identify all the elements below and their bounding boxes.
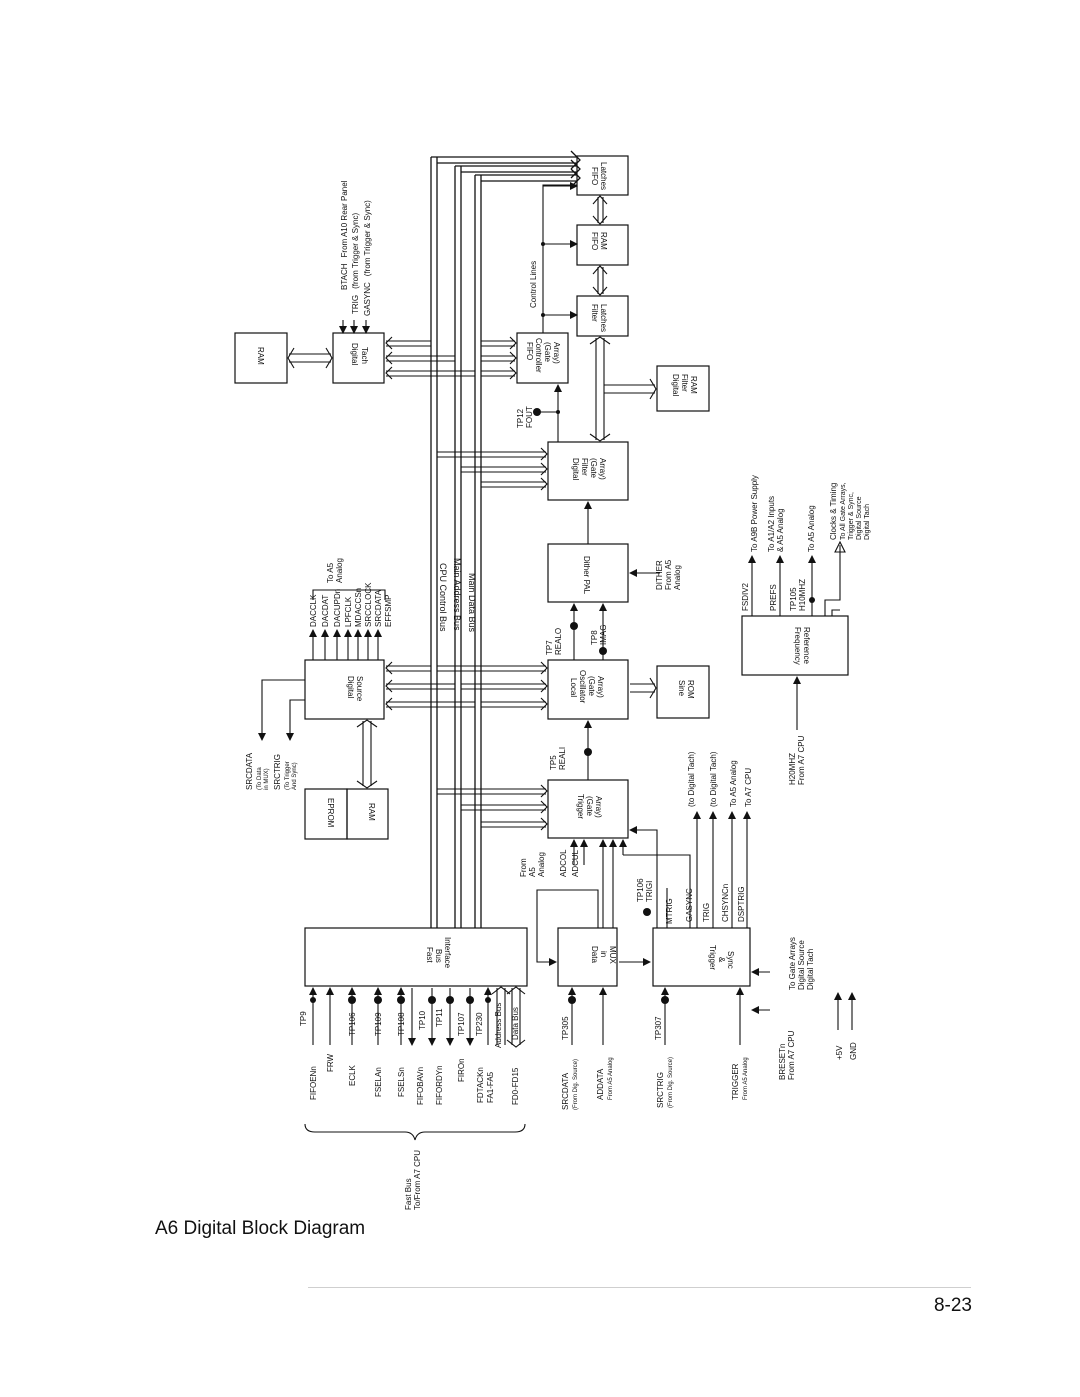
dither-source-label: DITHERFrom A5Analog [655, 559, 682, 590]
tp106-trig-label: TP106TRIGI [636, 878, 654, 902]
local-oscillator-label: LocalOscillator(GateArray) [569, 670, 605, 704]
frw-label: FRW [326, 1053, 335, 1072]
trigger-in-label: TRIGGER From A5 Analog [731, 1057, 749, 1100]
fselan-label: FSELAn [374, 1067, 383, 1097]
chsyncn-label: CHSYNCn [721, 883, 730, 922]
plus5v-label: +5V [835, 1045, 844, 1060]
to-gate-arrays-label: To Gate ArraysDigital SourceDigital Tach [788, 937, 815, 990]
tp105-label: TP105H10MHZ [789, 578, 807, 611]
tp106-fb-label: TP106 [348, 1012, 357, 1036]
dither-pal-label: Dither PAL [582, 556, 591, 595]
fselsn-label: FSELSn [397, 1067, 406, 1097]
addata-label: ADDATA From A5 Analog [596, 1057, 614, 1100]
digital-tach-label: DigitalTach [350, 343, 369, 366]
tp305-label: TP305 [561, 1016, 570, 1040]
bus-label-main-address: Main Address Bus [452, 558, 462, 631]
fifoenn-label: FIFOENn [309, 1066, 318, 1100]
gasync-tach-label: GASYNC(from Trigger & Sync) [363, 200, 372, 316]
fast-bus-cpu-label: Fast BusTo/From A7 CPU [404, 1149, 422, 1210]
gnd-label: GND [849, 1042, 858, 1060]
fsdiv2-label: FSDIV2 [741, 582, 750, 611]
digital-source-label: DigitalSource [346, 676, 364, 702]
fifo-ram-label: FIFORAM [590, 232, 608, 251]
eclk-label: ECLK [348, 1065, 357, 1086]
h20mhz-label: H20MHZFrom A7 CPU [788, 735, 806, 785]
control-lines-label: Control Lines [529, 260, 538, 308]
tp5-label: TP5REALI [549, 746, 567, 770]
fsdiv2-dest-label: To A9B Power Supply [750, 475, 759, 552]
data-bus-label: Data Bus [511, 1007, 520, 1040]
eprom-label: EPROM [326, 798, 335, 828]
effsmp-label: EFFSMP [384, 594, 393, 627]
mtrig-label: MTRIG [665, 898, 674, 924]
srcclock-label: SRCCLOCK [364, 582, 373, 627]
srcdata-left-label: SRCDATA (To Datain MUX) [245, 752, 270, 790]
eprom-block [305, 789, 347, 839]
fdtackn-label: FDTACKn [476, 1067, 485, 1103]
dsptrig-label: DSPTRIG [737, 886, 746, 922]
trigger-gate-label: Trigger(GateArray) [576, 794, 603, 820]
trigger-sync-label: Trigger&Sync [708, 945, 735, 971]
tp109-label: TP109 [374, 1012, 383, 1036]
fifordyn-label: FIFORDYn [435, 1065, 444, 1105]
digital-filter-label: DigitalFilter(GateArray) [571, 458, 607, 481]
tp230-label: TP230 [475, 1012, 484, 1036]
srctrig-left-label: SRCTRIG (To TriggerAnd Sync) [273, 754, 298, 790]
trig-out-label: TRIG [702, 902, 711, 922]
prefs-dest-label: To A1/A2 Inputs& A5 Analog [767, 495, 785, 552]
main-buses [431, 151, 580, 928]
bus-label-main-data: Main Data Bus [467, 573, 477, 633]
prefs-label: PREFS [769, 584, 778, 611]
figure-caption: A6 Digital Block Diagram [155, 1218, 366, 1239]
gasync-dest-label: (to Digital Tach) [687, 751, 696, 807]
from-a5-adc-label: FromA5Analog [519, 852, 546, 877]
digital-filter-ram-label: DigitalFilterRAM [671, 374, 698, 397]
tp108-label: TP108 [397, 1012, 406, 1036]
fifo-latches-label: FIFOLatches [590, 162, 608, 191]
fd0-fd15-label: FD0-FD15 [511, 1067, 520, 1105]
lpfclk-label: LPFCLK [344, 596, 353, 627]
srcdata-mux-label: SRCDATA (From Dig. Source) [561, 1058, 579, 1110]
dacupdn-label: DACUPDn [333, 588, 342, 627]
adcul-label: ADCUL [571, 849, 580, 877]
fifo-controller-label: FIFOController(GateArray) [525, 338, 561, 373]
breset-label: BRESETnFrom A7 CPU [778, 1030, 796, 1080]
gasync-out-label: GASYNC [685, 888, 694, 922]
srctrig-sync-label: SRCTRIG (From Dig. Source) [656, 1056, 674, 1108]
fast-bus-interface-label: FastBusInterface [425, 937, 452, 969]
chsyncn-dest-label: To A5 Analog [729, 760, 738, 807]
dacdat-label: DACDAT [321, 594, 330, 627]
page-number: 8-23 [933, 1295, 972, 1316]
tp307-label: TP307 [654, 1016, 663, 1040]
clocks-timing-label: Clocks & Timing To All Gate Arrays,Trigger & Sync,Digital SourceDigital Tach [829, 482, 871, 540]
mdaccsn-label: MDACCSn [354, 587, 363, 627]
frequency-reference-label: FrequencyReference [793, 627, 811, 665]
tp7-label: TP7REALO [545, 627, 563, 655]
tp12-label: TP12FOUT [516, 406, 534, 428]
tp107-label: TP107 [457, 1012, 466, 1036]
dacclk-label: DACCLK [309, 594, 318, 627]
filter-latches-label: FilterLatches [590, 304, 608, 333]
trig-tach-label: TRIG(from Trigger & Sync) [351, 212, 360, 314]
tp10-label: TP10 [418, 1010, 427, 1030]
ram-top-label: RAM [256, 347, 265, 365]
tp11-label: TP11 [435, 1008, 444, 1027]
to-a5-analog-label: To A5Analog [326, 558, 344, 583]
h10mhz-dest-label: To A5 Analog [807, 505, 816, 552]
tp8-label: TP8IMAG [590, 624, 608, 645]
sine-rom-label: SineROM [677, 680, 695, 699]
srcdata-out-label: SRCDATA [374, 589, 383, 627]
fa1-fa5-label: FA1-FA5 [486, 1071, 495, 1103]
address-bus-label: Address Bus [494, 1002, 503, 1048]
data-in-mux-label: DatainMUX [590, 946, 617, 964]
digital-source-block [305, 660, 384, 719]
footer-rule [308, 1287, 971, 1288]
ram-src-label: RAM [367, 803, 376, 821]
firon-label: FIROn [457, 1058, 466, 1082]
adcol-label: ADCOL [559, 849, 568, 877]
trig-dest-label: (to Digital Tach) [709, 751, 718, 807]
bus-label-cpu-control: CPU Control Bus [438, 563, 448, 632]
fast-bus-interface-block [305, 928, 527, 986]
btach-label: BTACHFrom A10 Rear Panel [340, 180, 349, 290]
tp9-label: TP9 [299, 1011, 308, 1026]
fifobavn-label: FIFOBAVn [416, 1066, 425, 1105]
dsptrig-dest-label: To A7 CPU [744, 767, 753, 807]
